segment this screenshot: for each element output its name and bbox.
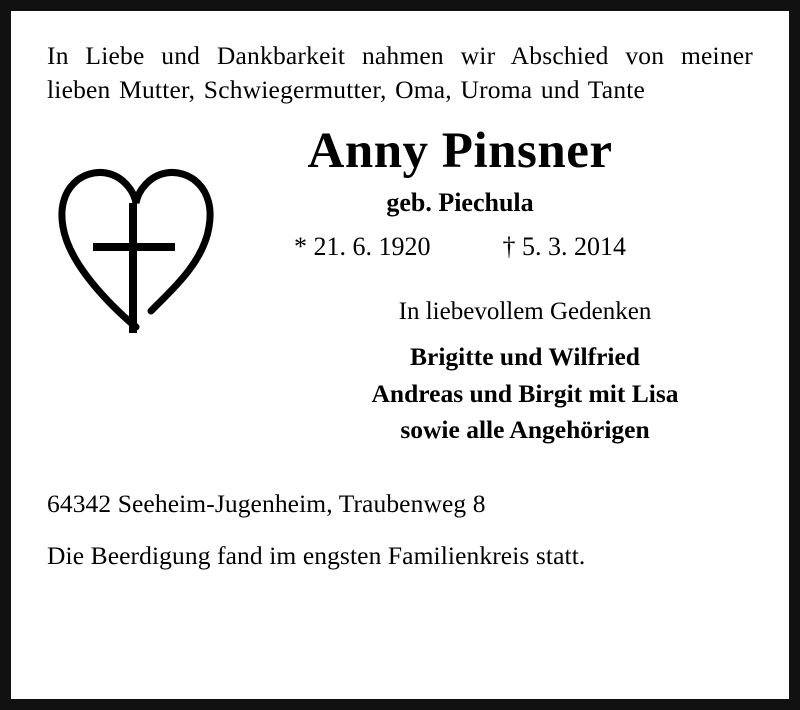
birth-date: * 21. 6. 1920 (294, 232, 431, 262)
heart-with-cross-icon (51, 155, 221, 335)
name-and-emblem-section (45, 122, 755, 449)
death-date: † 5. 3. 2014 (502, 232, 626, 262)
mourners-list (295, 339, 755, 449)
intro-text: In Liebe und Dankbarkeit nahmen wir Abschied von meiner lieben Mutter, Schwiegermutter, Oma, Uroma und Tante (47, 41, 753, 104)
burial-note: Die Beerdigung fand im engsten Familienkreis statt. (47, 541, 586, 571)
footer-block (45, 489, 755, 571)
deceased-name: Anny Pinsner (307, 122, 613, 179)
memorial-lead: In liebevollem Gedenken (398, 298, 652, 326)
mourner-line: sowie alle Angehörigen (400, 415, 650, 445)
maiden-name: geb. Piechula (386, 188, 534, 218)
mourner-line: Brigitte und Wilfried (410, 341, 640, 371)
life-dates (165, 232, 755, 262)
address: 64342 Seeheim-Jugenheim, Traubenweg 8 (47, 489, 486, 519)
mourner-line: Andreas und Birgit mit Lisa (371, 378, 679, 408)
